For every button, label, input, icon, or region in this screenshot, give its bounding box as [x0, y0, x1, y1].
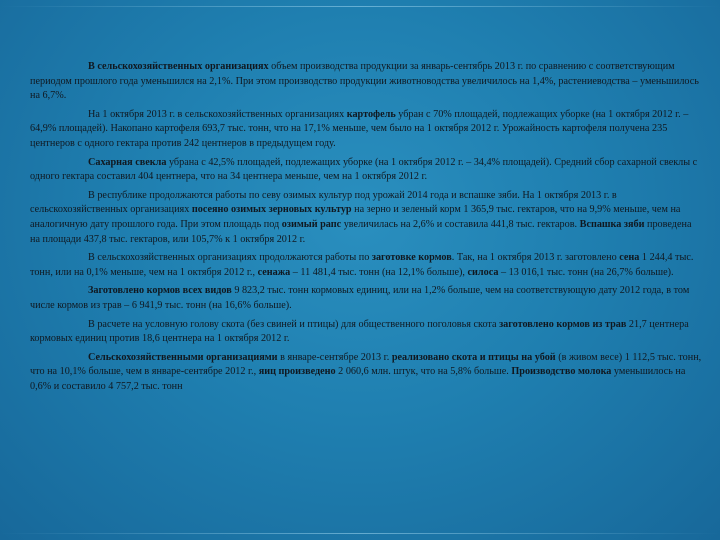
paragraph-2 — [30, 108, 702, 152]
text-run: В республике продолжаются работы по севу озимых культур под урожай 2014 года и вспашке зяби. На 1 октября 2013 г. в сельскохозяйственных организациях — [30, 189, 617, 216]
text-run: (в живом весе) 1 112,5 тыс. тонн, что на 10,1% больше, чем в январе-сентябре 2012 г., — [30, 351, 702, 378]
text-run: В сельскохозяйственных организациях продолжаются работы по — [88, 252, 372, 264]
bold-term: посеяно озимых зерновых культур — [191, 204, 352, 216]
text-run: 21,7 центнера кормовых единиц против 18,6 центнера на 1 октября 2012 г. — [30, 318, 689, 345]
paragraph-7 — [30, 318, 702, 347]
text-run: 2 060,6 млн. штук, что на 5,8% больше. — [335, 366, 512, 378]
paragraph-6 — [30, 284, 702, 313]
body-text — [30, 60, 702, 398]
text-run: – 11 481,4 тыс. тонн (на 12,1% больше), — [290, 266, 468, 278]
text-run: увеличилась на 2,6% и составила 441,8 тыс. гектаров. — [341, 218, 580, 230]
bold-term: В сельскохозяйственных организациях — [88, 61, 269, 72]
bold-term: картофель — [346, 108, 396, 120]
bold-term: сенажа — [257, 266, 291, 278]
text-run: убрана с 42,5% площадей, подлежащих уборке (на 1 октября 2012 г. – 34,4% площадей). Средний сбор сахарной свеклы с одного гектара составил 404 центнера, что на 34 центнера меньше, чем на 1 октября 2012 г. — [30, 156, 698, 183]
bold-term: Заготовлено кормов всех видов — [88, 285, 232, 297]
bold-term: заготовке кормов — [371, 252, 452, 264]
text-run: На 1 октября 2013 г. в сельскохозяйственных организациях — [88, 108, 347, 120]
text-run: объем производства продукции за январь-сентябрь 2013 г. по сравнению с соответствующим периодом прошлого года уменьшился на 2,1%. При этом производство продукции животноводства увеличилось на 1,4%, растениеводства – уменьшилось на 6,7%. — [30, 61, 699, 102]
text-run: . Так, на 1 октября 2013 г. заготовлено — [451, 252, 620, 264]
text-run: убран с 70% площадей, подлежащих уборке (на 1 октября 2012 г. – 64,9% площадей). Накопано картофеля 693,7 тыс. тонн, что на 17,1% меньше, чем было на 1 октября 2012 г. Урожайность картофеля получена 235 центнеров с одного гектара против 242 центнеров в предыдущем году. — [30, 108, 689, 149]
paragraph-8 — [30, 351, 702, 395]
bold-term: заготовлено кормов из трав — [499, 318, 627, 330]
bold-term: озимый рапс — [281, 218, 342, 230]
text-run: уменьшилось на 0,6% и составило 4 757,2 тыс. тонн — [30, 366, 686, 392]
paragraph-5 — [30, 251, 702, 280]
bold-term: Сахарная свекла — [88, 156, 167, 168]
text-run: 9 823,2 тыс. тонн кормовых единиц, или на 1,2% больше, чем на соответствующую дату 2012 года, в том числе кормов из трав – 6 941,9 тыс. тонн (на 16,6% больше). — [30, 285, 690, 311]
text-run: на зерно и зеленый корм 1 365,9 тыс. гектаров, что на 9,9% меньше, чем на аналогичную дату прошлого года. При этом площадь под — [30, 204, 681, 230]
text-run: 1 244,4 тыс. тонн, или на 0,1% меньше, чем на 1 октября 2012 г., — [30, 252, 694, 278]
bold-term: Вспашка зяби — [579, 218, 645, 230]
text-run: В расчете на условную голову скота (без свиней и птицы) для общественного поголовья скота — [88, 318, 500, 330]
bold-term: реализовано скота и птицы на убой — [391, 351, 556, 363]
paragraph-4 — [30, 189, 702, 247]
text-run: – 13 016,1 тыс. тонн (на 26,7% больше). — [498, 266, 674, 278]
bottom-decor-line — [0, 533, 720, 534]
text-run: проведена на площади 437,8 тыс. гектаров, или 105,7% к 1 октября 2012 г. — [30, 218, 692, 245]
bold-term: сена — [619, 252, 640, 264]
paragraph-3 — [30, 156, 702, 185]
bold-term: силоса — [467, 266, 499, 278]
bold-term: Производство молока — [511, 366, 612, 378]
text-run: в январе-сентябре 2013 г. — [277, 351, 392, 363]
paragraph-1 — [30, 60, 702, 104]
bold-term: Сельскохозяйственными организациями — [88, 351, 278, 363]
bold-term: яиц произведено — [258, 366, 336, 378]
top-decor-line — [0, 6, 720, 7]
